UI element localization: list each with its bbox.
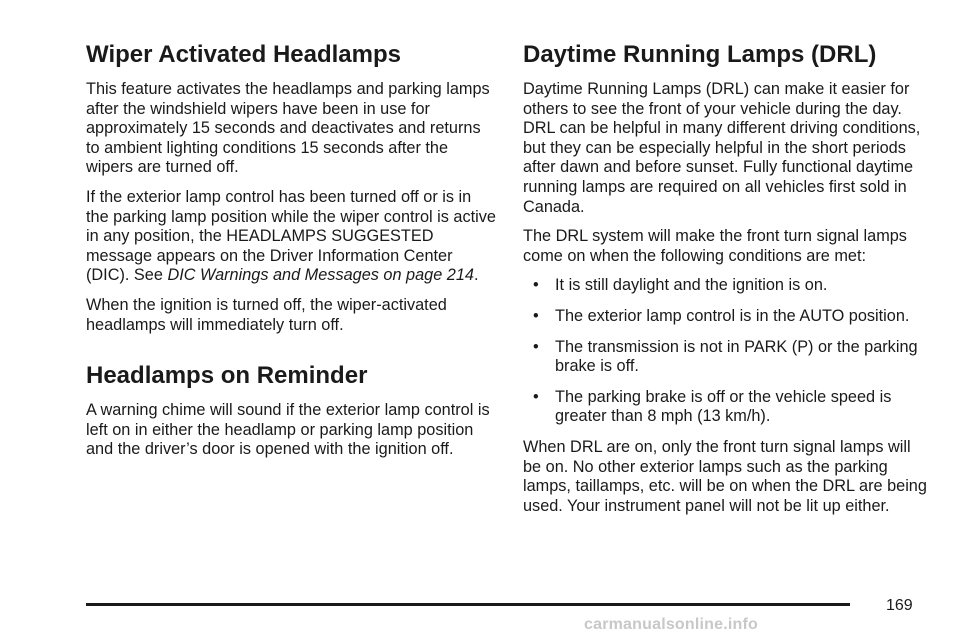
list-item-text: The parking brake is off or the vehicle speed is greater than 8 mph (13 km/h). xyxy=(555,387,892,426)
section-heading-headlamps-on-reminder: Headlamps on Reminder xyxy=(86,362,368,390)
footer-rule xyxy=(86,603,850,606)
list-item-text: The transmission is not in PARK (P) or the parking brake is off. xyxy=(555,337,918,376)
bullet-icon: • xyxy=(533,387,539,406)
list-item xyxy=(533,276,933,296)
paragraph: This feature activates the headlamps and parking lamps after the windshield wipers have been in use for approximately 15 seconds and deactivates and returns to ambient lighting conditions 15 seconds after the wipers are turned off. xyxy=(86,80,490,177)
paragraph: A warning chime will sound if the exterior lamp control is left on in either the headlamp or parking lamp position and the driver’s door is opened with the ignition off. xyxy=(86,401,490,459)
paragraph-with-reference xyxy=(86,188,496,286)
list-item xyxy=(533,306,933,327)
watermark: carmanualsonline.info xyxy=(584,616,759,633)
paragraph: The DRL system will make the front turn signal lamps come on when the following conditions are met: xyxy=(523,227,907,265)
right-column xyxy=(523,40,933,526)
bullet-icon: • xyxy=(533,306,539,325)
list-item-text: It is still daylight and the ignition is on. xyxy=(555,276,828,295)
list-item xyxy=(533,387,933,427)
left-column xyxy=(86,40,496,470)
section-heading-wiper-activated-headlamps: Wiper Activated Headlamps xyxy=(86,41,401,68)
bullet-icon: • xyxy=(533,276,539,295)
conditions-list xyxy=(523,276,933,427)
paragraph: Daytime Running Lamps (DRL) can make it easier for others to see the front of your vehicle during the day. DRL can be helpful in many different driving conditions, but they can be especially helpful in the short periods after dawn and before sunset. Fully functional daytime running lamps are required on all vehicles first sold in Canada. xyxy=(523,80,921,216)
paragraph-text: If the exterior lamp control has been turned off or is in the parking lamp position while the wiper control is active in any position, the HEADLAMPS SUGGESTED message appears on the Driver Information Center (DIC). See xyxy=(86,187,496,285)
paragraph-end: . xyxy=(473,266,479,285)
list-item-text: The exterior lamp control is in the AUTO position. xyxy=(555,306,910,325)
cross-reference: DIC Warnings and Messages on page 214 xyxy=(167,266,474,285)
bullet-icon: • xyxy=(533,337,539,356)
section-heading-daytime-running-lamps: Daytime Running Lamps (DRL) xyxy=(523,41,877,68)
paragraph: When DRL are on, only the front turn signal lamps will be on. No other exterior lamps such as the parking lamps, taillamps, etc. will be on when the DRL are being used. Your instrument panel will not be lit up either. xyxy=(523,437,927,515)
list-item xyxy=(533,337,933,377)
page-number: 169 xyxy=(886,597,913,614)
paragraph: When the ignition is turned off, the wiper-activated headlamps will immediately turn off. xyxy=(86,295,447,334)
